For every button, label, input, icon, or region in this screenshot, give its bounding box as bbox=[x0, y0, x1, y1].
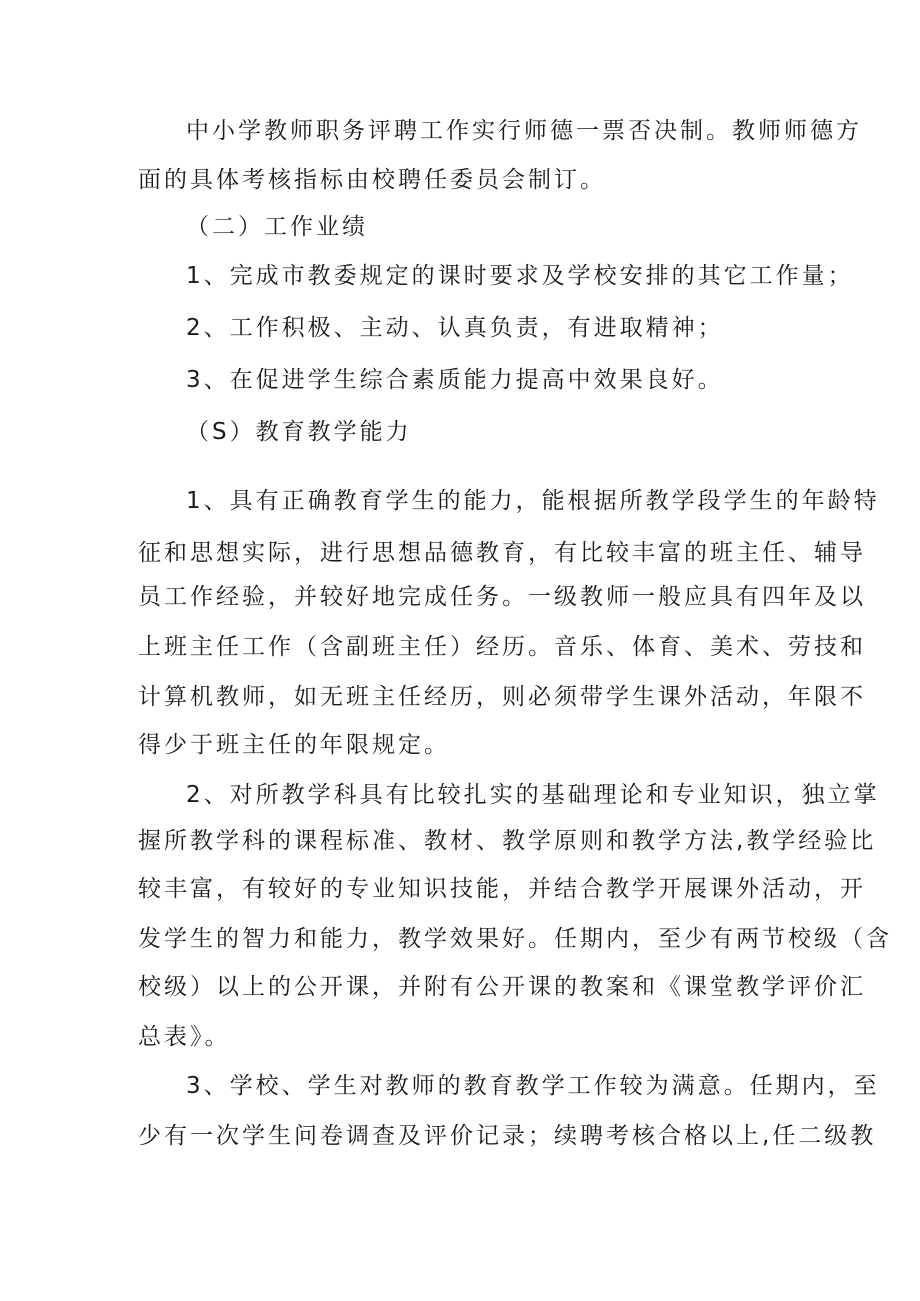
text-line: 上班主任工作（含副班主任）经历。音乐、体育、美术、劳技和 bbox=[138, 634, 866, 660]
text-line: 1、具有正确教育学生的能力，能根据所教学段学生的年龄特 bbox=[186, 488, 880, 514]
text-line: 员工作经验，并较好地完成任务。一级教师一般应具有四年及以 bbox=[138, 584, 866, 610]
text-line: 3、学校、学生对教师的教育教学工作较为满意。任期内，至 bbox=[186, 1073, 880, 1099]
section-heading: （S）教育教学能力 bbox=[186, 419, 412, 445]
text-line: 握所教学科的课程标准、教材、教学原则和教学方法,教学经验比 bbox=[138, 828, 877, 854]
section-heading: （二）工作业绩 bbox=[186, 214, 368, 240]
text-line: 3、在促进学生综合素质能力提高中效果良好。 bbox=[186, 367, 724, 393]
text-line: 发学生的智力和能力，教学效果好。任期内，至少有两节校级（含 bbox=[138, 926, 892, 952]
text-line: 面的具体考核指标由校聘任委员会制订。 bbox=[138, 167, 606, 193]
text-line: 1、完成市教委规定的课时要求及学校安排的其它工作量； bbox=[186, 263, 854, 289]
text-line: 征和思想实际，进行思想品德教育，有比较丰富的班主任、辅导 bbox=[138, 540, 866, 566]
text-line: 2、工作积极、主动、认真负责，有进取精神； bbox=[186, 315, 724, 341]
text-line: 较丰富，有较好的专业知识技能，并结合教学开展课外活动，开 bbox=[138, 876, 866, 902]
text-line: 得少于班主任的年限规定。 bbox=[138, 732, 450, 758]
text-line: 计算机教师，如无班主任经历，则必须带学生课外活动，年限不 bbox=[138, 684, 866, 710]
text-line: 校级）以上的公开课，并附有公开课的教案和《课堂教学评价汇 bbox=[138, 974, 866, 1000]
text-line: 少有一次学生问卷调查及评价记录；续聘考核合格以上,任二级教 bbox=[138, 1123, 877, 1149]
text-line: 2、对所教学科具有比较扎实的基础理论和专业知识，独立掌 bbox=[186, 782, 880, 808]
text-line: 总表》。 bbox=[138, 1024, 231, 1050]
text-line: 中小学教师职务评聘工作实行师德一票否决制。教师师德方 bbox=[186, 118, 862, 144]
